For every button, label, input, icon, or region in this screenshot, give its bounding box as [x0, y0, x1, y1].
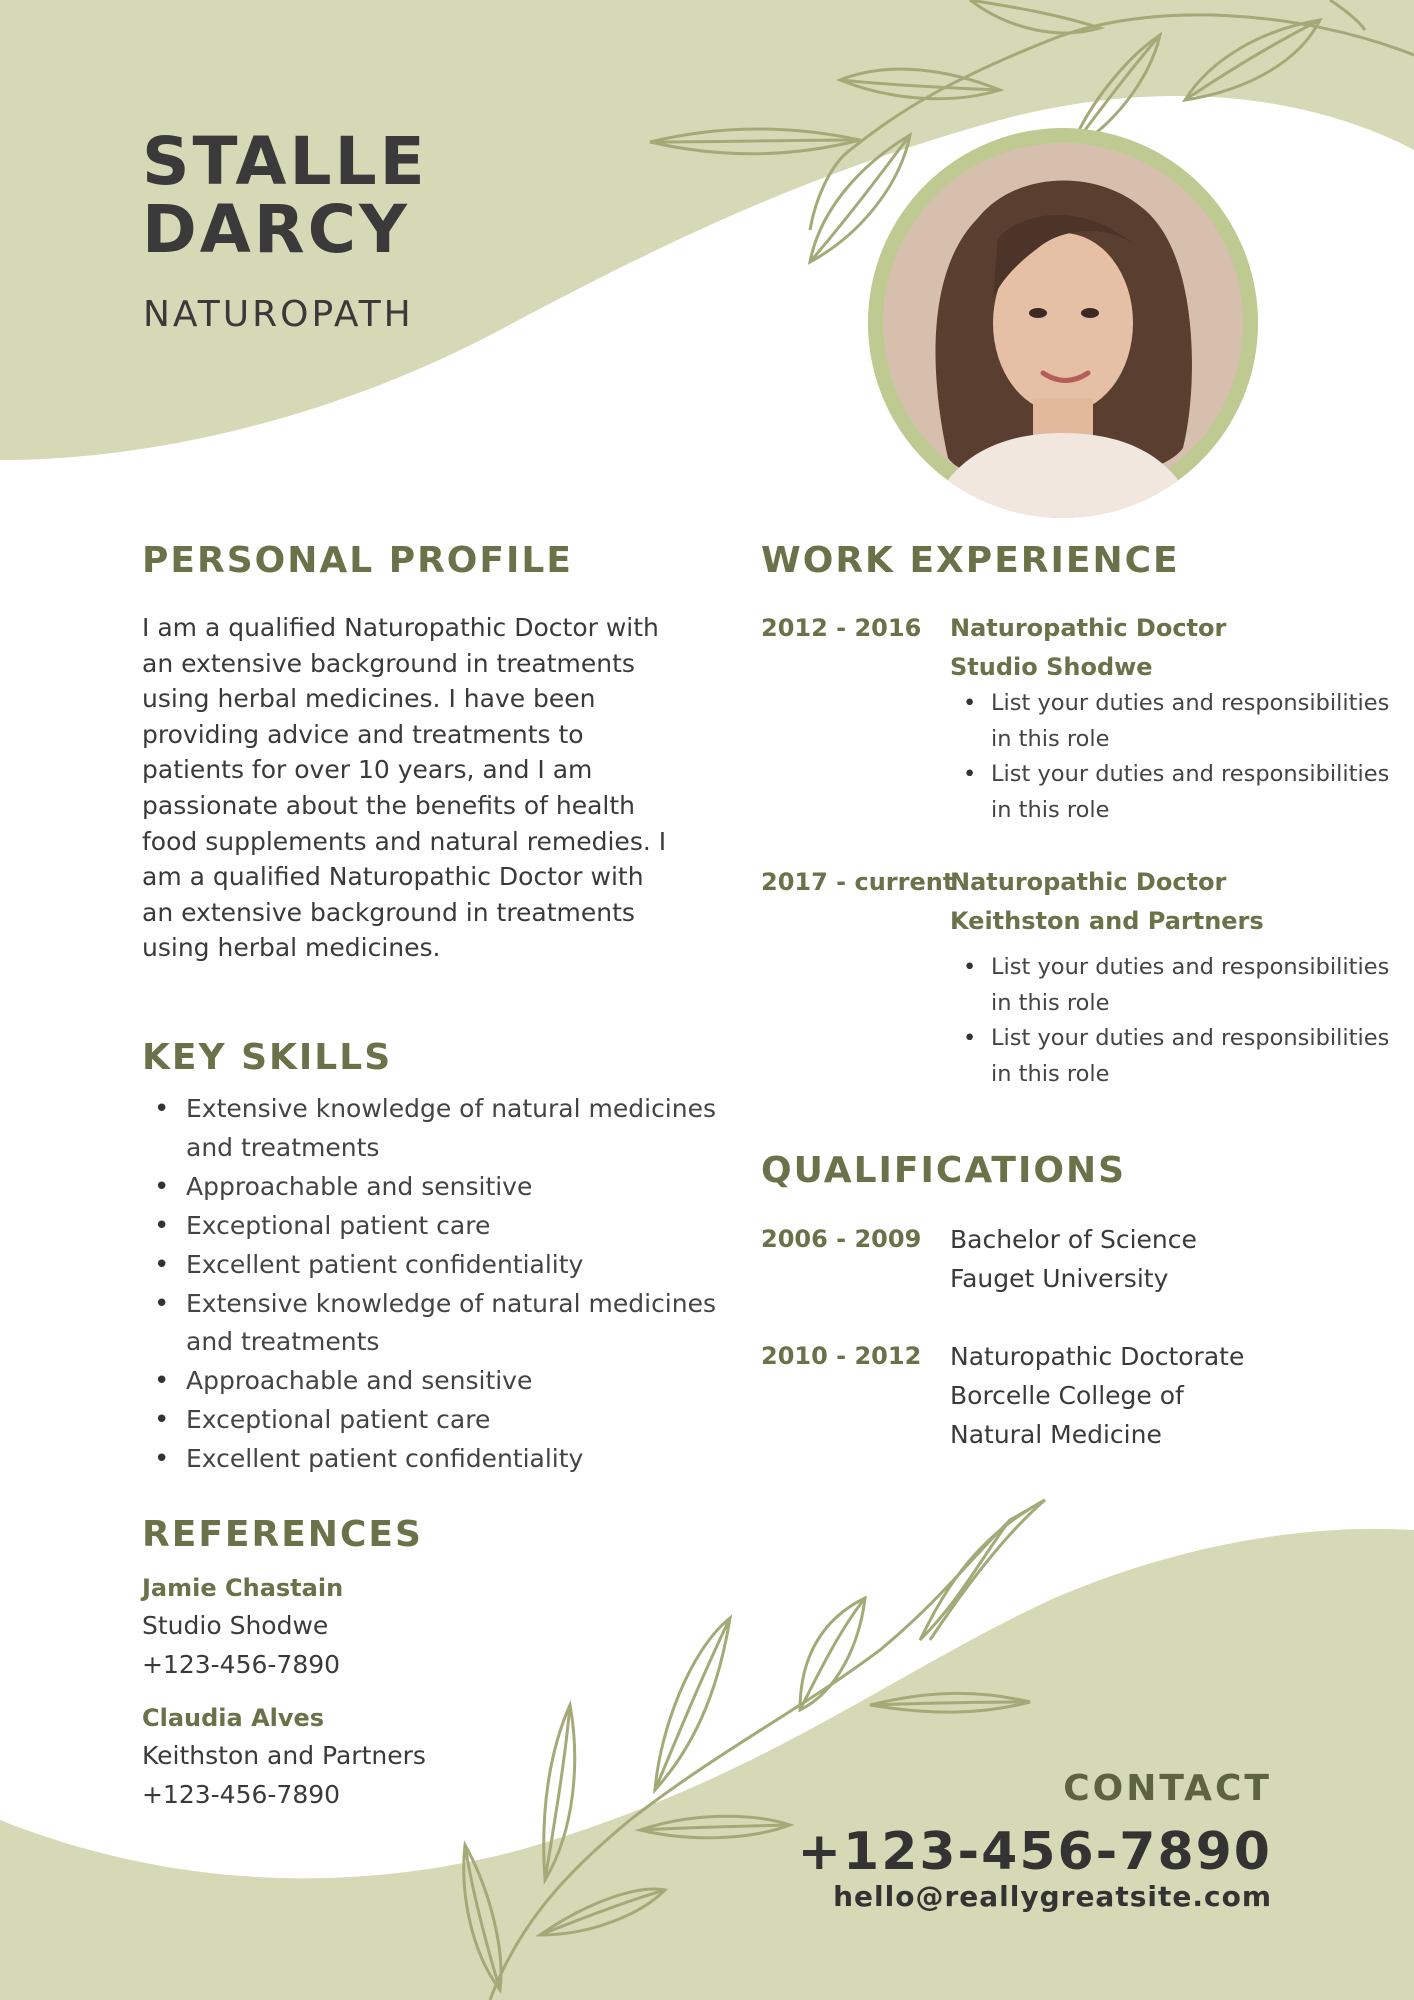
- job-dates: 2012 - 2016: [761, 614, 922, 642]
- list-item: • Excellent patient confidentiality: [186, 1440, 746, 1479]
- profile-text: I am a qualified Naturopathic Doctor with an extensive background in treatments using herbal medicines. I have been providing advice and treatments to patients for over 10 years, and I am passionate about the benefits of health food supplements and natural remedies. I am a qualified Naturopathic Doctor with an extensive background in treatments using herbal medicines.: [142, 613, 667, 963]
- qualification-details: [950, 1337, 1350, 1454]
- qualification-school: Fauget University: [950, 1264, 1169, 1293]
- job-title-block: [950, 609, 1350, 686]
- reference-entry: [142, 1699, 602, 1814]
- job-company: Studio Shodwe: [950, 652, 1153, 681]
- contact-email: hello@reallygreatsite.com: [833, 1880, 1272, 1913]
- list-item: • Extensive knowledge of natural medicines and treatments: [186, 1090, 746, 1168]
- experience-heading: WORK EXPERIENCE: [761, 540, 1180, 581]
- list-item: • List your duties and responsibilities in this role: [991, 686, 1391, 757]
- reference-name: Jamie Chastain: [142, 1574, 344, 1602]
- job-role: NATUROPATH: [143, 294, 414, 335]
- list-item: • Approachable and sensitive: [186, 1168, 746, 1207]
- reference-name: Claudia Alves: [142, 1704, 325, 1732]
- contact-phone: +123-456-7890: [797, 1822, 1272, 1882]
- qualification-dates: 2006 - 2009: [761, 1225, 922, 1253]
- contact-heading: CONTACT: [1063, 1768, 1272, 1809]
- job-duties: [950, 950, 1391, 1093]
- profile-photo: [868, 128, 1258, 518]
- list-item: • List your duties and responsibilities in this role: [991, 757, 1391, 828]
- profile-heading: PERSONAL PROFILE: [142, 540, 573, 581]
- list-item: • List your duties and responsibilities in this role: [991, 950, 1391, 1021]
- job-duties: [950, 686, 1391, 829]
- reference-phone: +123-456-7890: [142, 1779, 341, 1809]
- list-item: • Excellent patient confidentiality: [186, 1246, 746, 1285]
- qualification-degree: Naturopathic Doctorate: [950, 1342, 1245, 1371]
- qualification-details: [950, 1220, 1350, 1298]
- reference-entry: [142, 1569, 602, 1684]
- list-item: • Approachable and sensitive: [186, 1362, 746, 1401]
- qualification-school: Borcelle College of: [950, 1381, 1184, 1410]
- list-item: • Exceptional patient care: [186, 1401, 746, 1440]
- first-name: STALLE: [142, 123, 428, 200]
- list-item: • Extensive knowledge of natural medicines and treatments: [186, 1285, 746, 1363]
- references-heading: REFERENCES: [142, 1514, 423, 1555]
- qualifications-heading: QUALIFICATIONS: [761, 1150, 1127, 1191]
- job-title-block: [950, 863, 1350, 940]
- qualification-school-line2: Natural Medicine: [950, 1420, 1162, 1449]
- skills-heading: KEY SKILLS: [142, 1037, 393, 1078]
- skills-list: [142, 1090, 746, 1479]
- job-title: Naturopathic Doctor: [950, 868, 1227, 896]
- reference-company: Keithston and Partners: [142, 1741, 426, 1770]
- job-company: Keithston and Partners: [950, 906, 1264, 935]
- job-title: Naturopathic Doctor: [950, 614, 1227, 642]
- qualification-dates: 2010 - 2012: [761, 1342, 922, 1370]
- reference-company: Studio Shodwe: [142, 1611, 329, 1640]
- person-name: [142, 123, 428, 268]
- list-item: • Exceptional patient care: [186, 1207, 746, 1246]
- qualification-degree: Bachelor of Science: [950, 1225, 1197, 1254]
- reference-phone: +123-456-7890: [142, 1649, 341, 1679]
- last-name: DARCY: [142, 191, 410, 268]
- job-dates: 2017 - current: [761, 868, 955, 896]
- list-item: • List your duties and responsibilities in this role: [991, 1021, 1391, 1092]
